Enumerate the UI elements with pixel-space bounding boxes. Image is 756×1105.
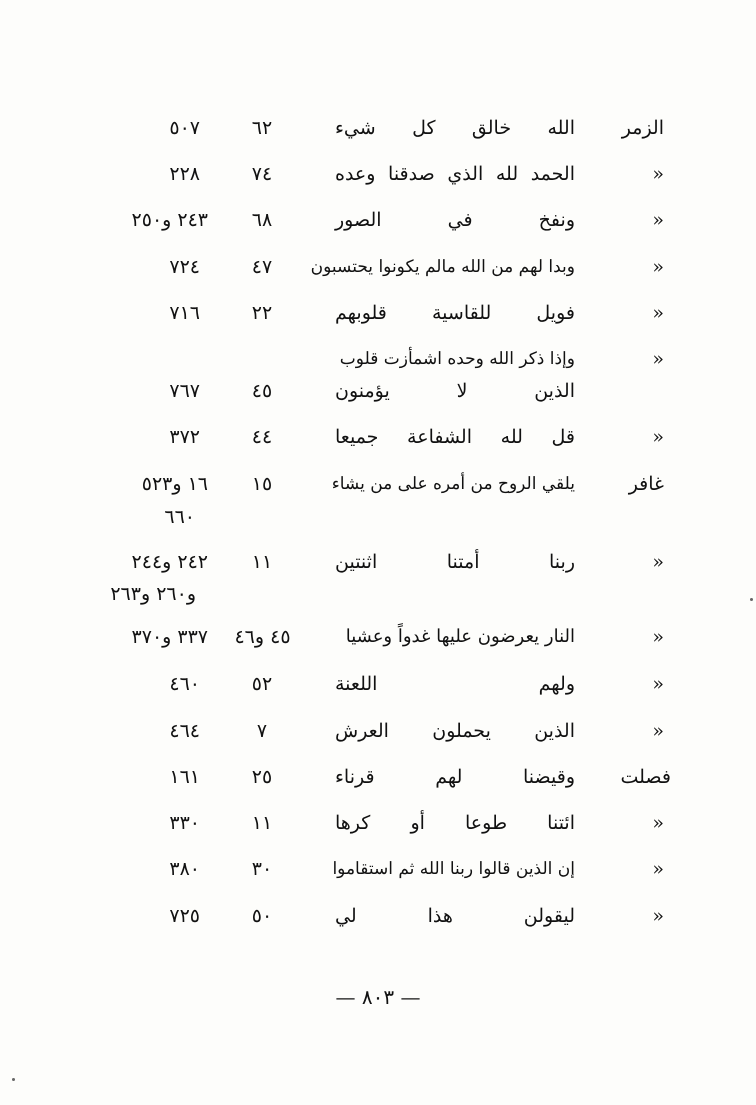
surah-name: « [652,673,664,695]
page-reference: ٧٢٤ [169,256,200,278]
verse-text: ليقولن هذا لي [335,905,575,927]
ayah-number: ٢٢ [251,302,273,324]
ayah-number: ٤٧ [251,256,273,278]
index-row [0,420,756,454]
surah-name: « [652,551,664,573]
ayah-number: ٢٥ [251,766,273,788]
page-reference: ٧٦٧ [169,380,200,402]
page-reference: ٤٦٤ [169,720,200,742]
page-reference: ٧١٦ [169,302,200,324]
index-row [0,111,756,145]
surah-name: « [652,302,664,324]
scan-speck [750,598,753,601]
verse-text: النار يعرضون عليها غدواً وعشيا [345,626,575,647]
ayah-number: ٥٢ [251,673,273,695]
index-row [0,714,756,748]
surah-name: « [652,209,664,231]
surah-name: « [652,163,664,185]
verse-text: وبدا لهم من الله مالم يكونوا يحتسبون [310,257,575,277]
page-reference: ٢٢٨ [169,163,200,185]
verse-text: الحمد لله الذي صدقنا وعده [335,163,575,185]
verse-text: وإذا ذكر الله وحده اشمأزت قلوب [339,349,575,369]
page-reference: ٣٣٠ [169,812,200,834]
verse-text-continuation: الذين لا يؤمنون [335,380,575,402]
scan-speck [12,1078,15,1081]
index-row [0,342,756,376]
ayah-number: ٤٥ و٤٦ [234,626,291,648]
page-reference: ٥٠٧ [169,117,200,139]
page-reference: ٣٧٢ [169,426,200,448]
surah-name: « [652,256,664,278]
ayah-number: ٦٨ [251,209,273,231]
verse-text: إن الذين قالوا ربنا الله ثم استقاموا [332,859,575,879]
verse-text: ربنا أمتنا اثنتين [335,551,575,573]
surah-name: فصلت [620,766,671,788]
ayah-number: ١١ [251,812,273,834]
index-row-continuation [0,374,756,408]
index-row [0,667,756,701]
verse-text: الله خالق كل شيء [335,117,575,139]
ayah-number: ٤٥ [251,380,273,402]
ayah-number: ١١ [251,551,273,573]
verse-text: ونفخ في الصور [335,209,575,231]
ayah-number: ٧ [256,720,268,742]
index-row [0,467,756,501]
surah-name: « [652,812,664,834]
surah-name: « [652,348,664,370]
index-row [0,157,756,191]
index-row [0,760,756,794]
surah-name: « [652,426,664,448]
surah-name: « [652,858,664,880]
verse-text: يلقي الروح من أمره على من يشاء [331,474,575,494]
ayah-number: ٧٤ [251,163,273,185]
verse-text: فويل للقاسية قلوبهم [335,302,575,324]
verse-text: وقيضنا لهم قرناء [335,766,575,788]
page-reference: ٤٦٠ [169,673,200,695]
verse-text: قل لله الشفاعة جميعا [335,426,575,448]
index-row [0,545,756,579]
surah-name: الزمر [621,117,664,139]
surah-name: « [652,905,664,927]
page-reference-continuation: ٦٦٠ [164,506,195,528]
index-row [0,296,756,330]
page-reference: ٧٢٥ [169,905,200,927]
index-row [0,899,756,933]
page-reference: ٢٤٢ و٢٤٤ [131,551,208,573]
page-reference-continuation: و٢٦٠ و٢٦٣ [110,583,196,605]
page-reference: ٢٤٣ و٢٥٠ [131,209,208,231]
ayah-number: ٣٠ [251,858,273,880]
page-reference: ٣٣٧ و٣٧٠ [131,626,208,648]
index-row [0,250,756,284]
index-row [0,806,756,840]
verse-text: الذين يحملون العرش [335,720,575,742]
page-reference: ١٦١ [169,766,200,788]
index-row [0,852,756,886]
index-row [0,203,756,237]
verse-text: ولهم اللعنة [335,673,575,695]
page-reference: ٣٨٠ [169,858,200,880]
ayah-number: ٤٤ [251,426,273,448]
index-row [0,620,756,654]
surah-name: « [652,720,664,742]
ayah-number: ٦٢ [251,117,273,139]
page-reference: ١٦ و٥٢٣ [141,473,208,495]
verse-text: ائتنا طوعا أو كرها [335,812,575,834]
surah-name: « [652,626,664,648]
ayah-number: ٥٠ [251,905,273,927]
ayah-number: ١٥ [251,473,273,495]
surah-name: غافر [628,473,664,495]
page-number: — ٨٠٣ — [335,985,421,1009]
